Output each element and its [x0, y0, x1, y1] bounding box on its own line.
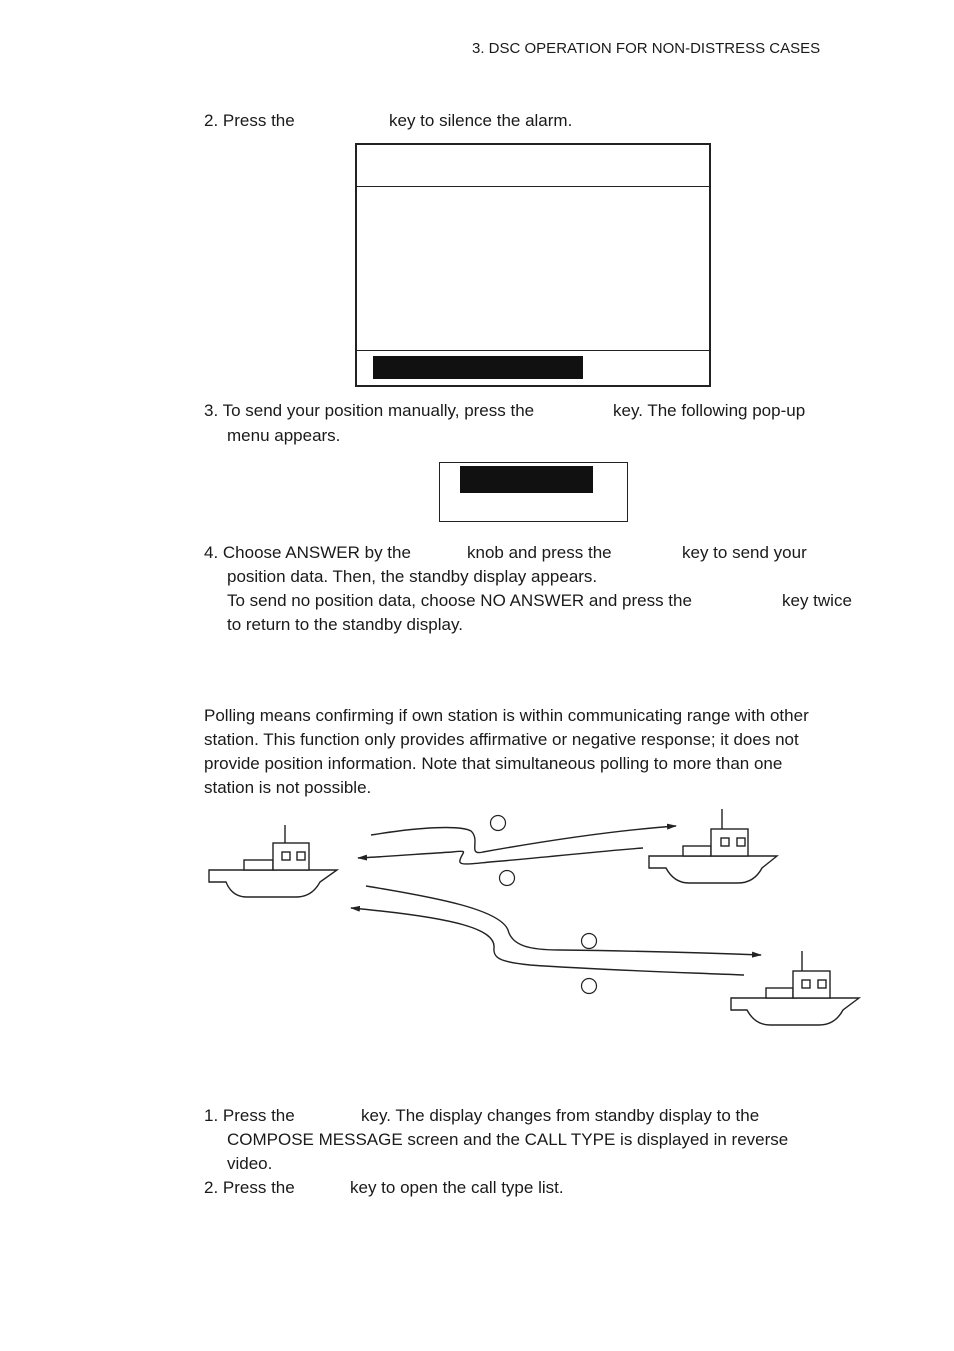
sequence-marker-3: [582, 934, 597, 949]
polling-reply-arrow-2: [351, 908, 744, 975]
polling-reply-arrow-1: [358, 848, 643, 864]
step3-text-before: 3. To send your position manually, press the: [204, 401, 535, 420]
step4-text-line3a: To send no position data, choose NO ANSWER and press the: [227, 591, 692, 610]
sequence-marker-4: [582, 979, 597, 994]
step4-text-line2: position data. Then, the standby display appears.: [227, 567, 598, 586]
step2-text-after: key to silence the alarm.: [389, 111, 573, 130]
polling-para-line4: station is not possible.: [204, 778, 372, 797]
own-ship-icon: [209, 825, 337, 897]
step4-text-line3b: key twice: [782, 591, 852, 610]
proc-step1-line3: video.: [227, 1154, 273, 1173]
step2-text-before: 2. Press the: [204, 111, 295, 130]
step4-text-b: knob and press the: [467, 543, 612, 562]
sequence-marker-2: [500, 871, 515, 886]
proc-step1-after: key. The display changes from standby display to the: [361, 1106, 760, 1125]
polling-call-arrow-2: [366, 886, 761, 955]
step3-text-line2: menu appears.: [227, 426, 341, 445]
polling-para-line1: Polling means confirming if own station is within communicating range with other: [204, 706, 809, 725]
polling-para-line2: station. This function only provides affirmative or negative response; it does not: [204, 730, 799, 749]
polling-para-line3: provide position information. Note that simultaneous polling to more than one: [204, 754, 783, 773]
proc-step1-line2: COMPOSE MESSAGE screen and the CALL TYPE is displayed in reverse: [227, 1130, 789, 1149]
remote-ship-1-icon: [649, 809, 777, 883]
step4-text-line4: to return to the standby display.: [227, 615, 463, 634]
proc-step2-after: key to open the call type list.: [350, 1178, 564, 1197]
sequence-marker-1: [491, 816, 506, 831]
running-header: 3. DSC OPERATION FOR NON-DISTRESS CASES: [472, 40, 821, 57]
step4-text-a: 4. Choose ANSWER by the: [204, 543, 411, 562]
remote-ship-2-icon: [731, 951, 859, 1025]
proc-step2-before: 2. Press the: [204, 1178, 295, 1197]
step3-text-after: key. The following pop-up: [613, 401, 806, 420]
step4-text-c: key to send your: [682, 543, 807, 562]
proc-step1-before: 1. Press the: [204, 1106, 295, 1125]
